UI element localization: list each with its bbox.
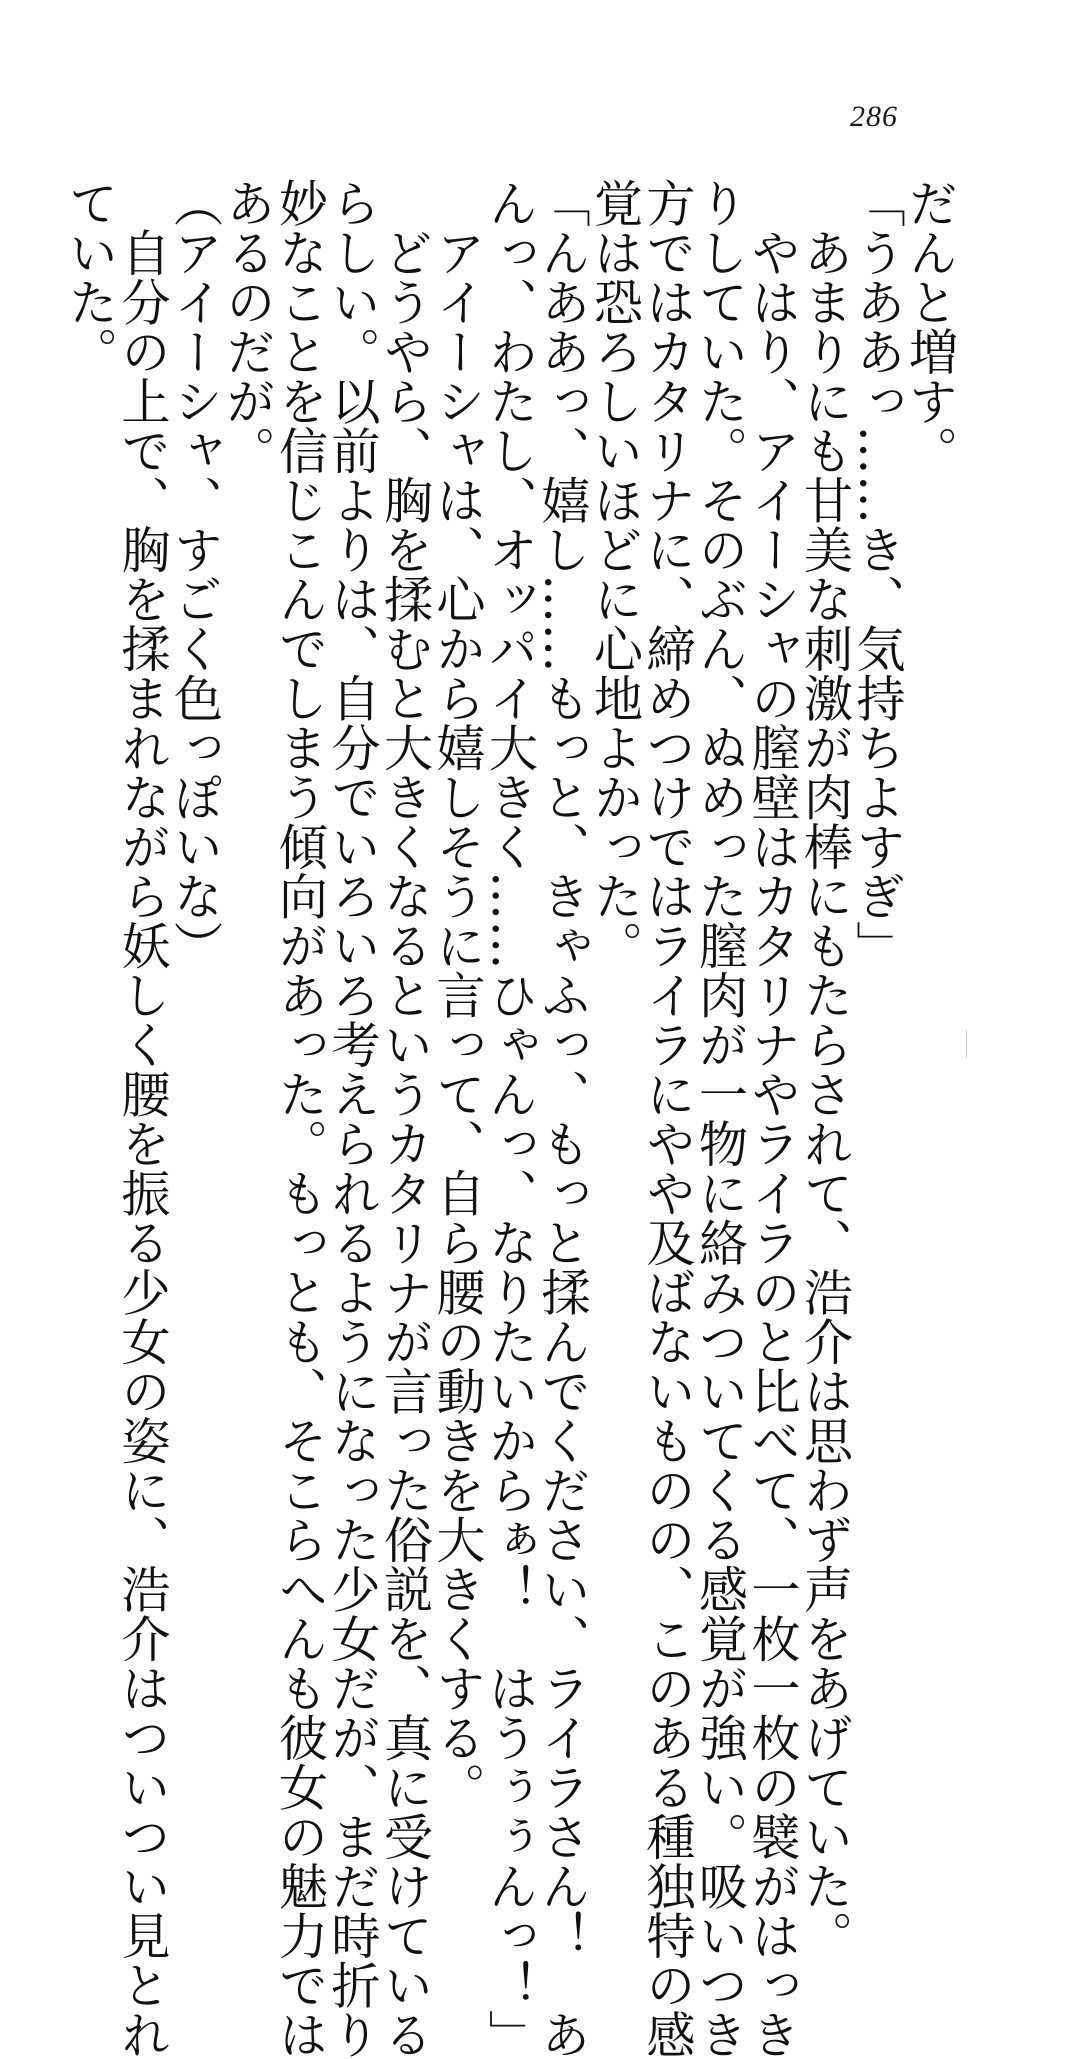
body-text <box>61 178 959 2059</box>
text-line: 妙なことを信じこんでしまう傾向があった。もっとも、そこらへんも彼女の魅力では <box>271 178 329 2059</box>
text-line: 覚は恐ろしいほどに心地よかった。 <box>586 178 644 970</box>
page-number: 286 <box>850 100 898 133</box>
text-line: あまりにも甘美な刺激が肉棒にもたらされて、浩介は思わず声をあげていた。 <box>796 178 854 1960</box>
text-line: んっ、わたし、オッパイ大きく……ひゃんっ、なりたいからぁ！ はうぅぅんっ！」 <box>481 178 539 2059</box>
text-line: りしていた。そのぶん、ぬめった膣肉が一物に絡みついてくる感覚が強い。吸いつき <box>691 178 749 2059</box>
text-line: 「んああっ、嬉し……もっと、きゃふっ、もっと揉んでください、ライラさん！ あ <box>533 178 592 2059</box>
text-line: 自分の上で、胸を揉まれながら妖しく腰を振る少女の姿に、浩介はついつい見とれ <box>113 178 172 2059</box>
text-line: アイーシャは、心から嬉しそうに言って、自ら腰の動きを大きくする。 <box>428 178 487 1812</box>
text-line: らしい。以前よりは、自分でいろいろ考えられるようになった少女だが、まだ時折り <box>323 178 382 2059</box>
scan-margin-mark <box>966 1030 967 1058</box>
text-line: あるのだが。 <box>218 178 277 475</box>
text-line: だんと増す。 <box>901 178 959 475</box>
text-line: 方ではカタリナに、締めつけではライラにやや及ばないものの、このある種独特の感 <box>638 178 697 2059</box>
text-line: （アイーシャ、すごく色っぽいな） <box>166 178 224 970</box>
text-line: どうやら、胸を揉むと大きくなるというカタリナが言った俗説を、真に受けている <box>376 178 434 2059</box>
text-line: やはり、アイーシャの膣壁はカタリナやライラのと比べて、一枚一枚の襞がはっき <box>743 178 802 2059</box>
text-line: ていた。 <box>61 178 119 376</box>
text-line: 「うああっ……き、気持ちよすぎ」 <box>848 178 907 970</box>
